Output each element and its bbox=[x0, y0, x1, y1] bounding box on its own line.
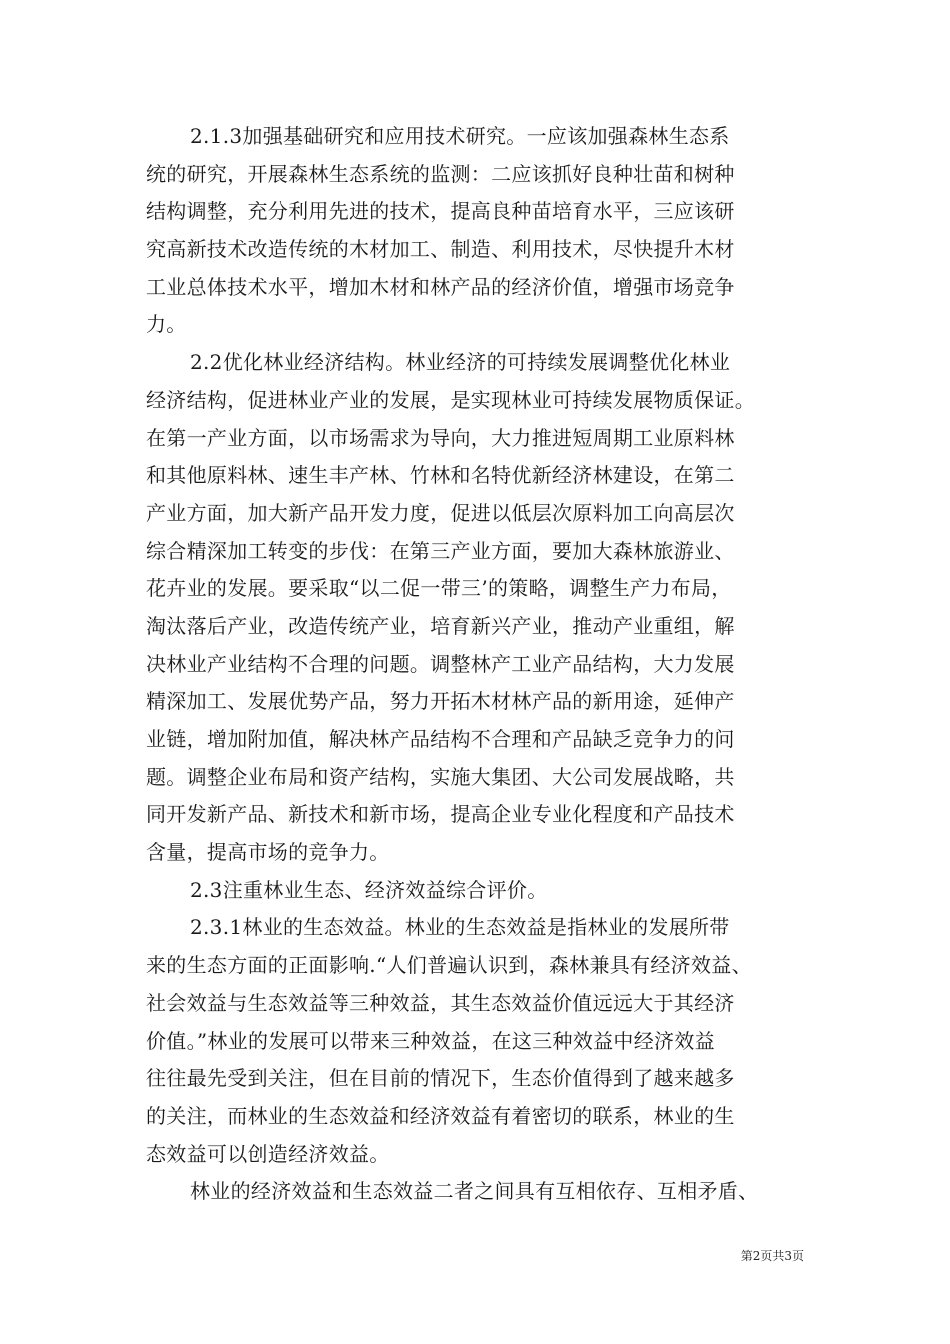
text-line: 统的研究，开展森林生态系统的监测：二应该抓好良种壮苗和树种 bbox=[146, 161, 735, 186]
paragraph-last bbox=[146, 1173, 822, 1211]
text-line: 结构调整，充分利用先进的技术，提高良种苗培育水平，三应该研 bbox=[146, 199, 735, 224]
text-line: 同开发新产品、新技术和新市场，提高企业专业化程度和产品技术 bbox=[146, 802, 735, 827]
section-heading: 2.3注重林业生态、经济效益综合评价。 bbox=[190, 877, 548, 902]
text-line: 决林业产业结构不合理的问题。调整林产工业产品结构，大力发展 bbox=[146, 651, 735, 676]
paragraph-2-1-3 bbox=[146, 118, 822, 344]
text-line: 的关注，而林业的生态效益和经济效益有着密切的联系，林业的生 bbox=[146, 1103, 735, 1128]
body-text bbox=[146, 118, 822, 1211]
text-line: 2.1.3加强基础研究和应用技术研究。一应该加强森林生态系 bbox=[190, 124, 730, 148]
text-line: 林业的经济效益和生态效益二者之间具有互相依存、互相矛盾、 bbox=[190, 1179, 759, 1204]
text-line: 社会效益与生态效益等三种效益，其生态效益价值远远大于其经济 bbox=[146, 990, 735, 1015]
text-line: 价值。”林业的发展可以带来三种效益，在这三种效益中经济效益 bbox=[146, 1028, 715, 1053]
text-line: 究高新技术改造传统的木材加工、制造、利用技术，尽快提升木材 bbox=[146, 237, 735, 262]
text-line: 工业总体技术水平，增加木材和林产品的经济价值，增强市场竞争 bbox=[146, 274, 735, 299]
text-line: 2.2优化林业经济结构。林业经济的可持续发展调整优化林业 bbox=[190, 350, 731, 375]
text-line: 经济结构，促进林业产业的发展，是实现林业可持续发展物质保证。 bbox=[146, 387, 755, 412]
paragraph-2-3-1 bbox=[146, 909, 822, 1173]
text-line: 业链，增加附加值，解决林产品结构不合理和产品缺乏竞争力的问 bbox=[146, 727, 735, 751]
text-line: 2.3.1林业的生态效益。林业的生态效益是指林业的发展所带 bbox=[190, 915, 730, 940]
text-line: 力。 bbox=[146, 312, 187, 337]
paragraph-2-2 bbox=[146, 344, 822, 872]
text-line: 在第一产业方面，以市场需求为导向，大力推进短周期工业原料林 bbox=[146, 425, 735, 450]
text-line: 题。调整企业布局和资产结构，实施大集团、大公司发展战略，共 bbox=[146, 764, 735, 789]
text-line: 产业方面，加大新产品开发力度，促进以低层次原料加工向高层次 bbox=[146, 500, 735, 525]
text-line: 和其他原料林、速生丰产林、竹林和名特优新经济林建设，在第二 bbox=[146, 463, 735, 488]
text-line: 含量，提高市场的竞争力。 bbox=[146, 840, 390, 865]
text-line: 态效益可以创造经济效益。 bbox=[146, 1141, 390, 1166]
text-line: 往往最先受到关注，但在目前的情况下，生态价值得到了越来越多 bbox=[146, 1066, 735, 1091]
text-line: 花卉业的发展。要采取“以二促一带三’的策略，调整生产力布局， bbox=[146, 576, 732, 601]
text-line: 综合精深加工转变的步伐：在第三产业方面，要加大森林旅游业、 bbox=[146, 538, 735, 563]
paragraph-2-3 bbox=[146, 872, 822, 910]
page-number-footer: 第2页共3页 bbox=[740, 1249, 804, 1263]
text-line: 精深加工、发展优势产品，努力开拓木材林产品的新用途，延伸产 bbox=[146, 689, 735, 714]
text-line: 来的生态方面的正面影响.“人们普遍认识到，森林兼具有经济效益、 bbox=[146, 953, 752, 978]
text-line: 淘汰落后产业，改造传统产业，培育新兴产业，推动产业重组，解 bbox=[146, 613, 735, 638]
